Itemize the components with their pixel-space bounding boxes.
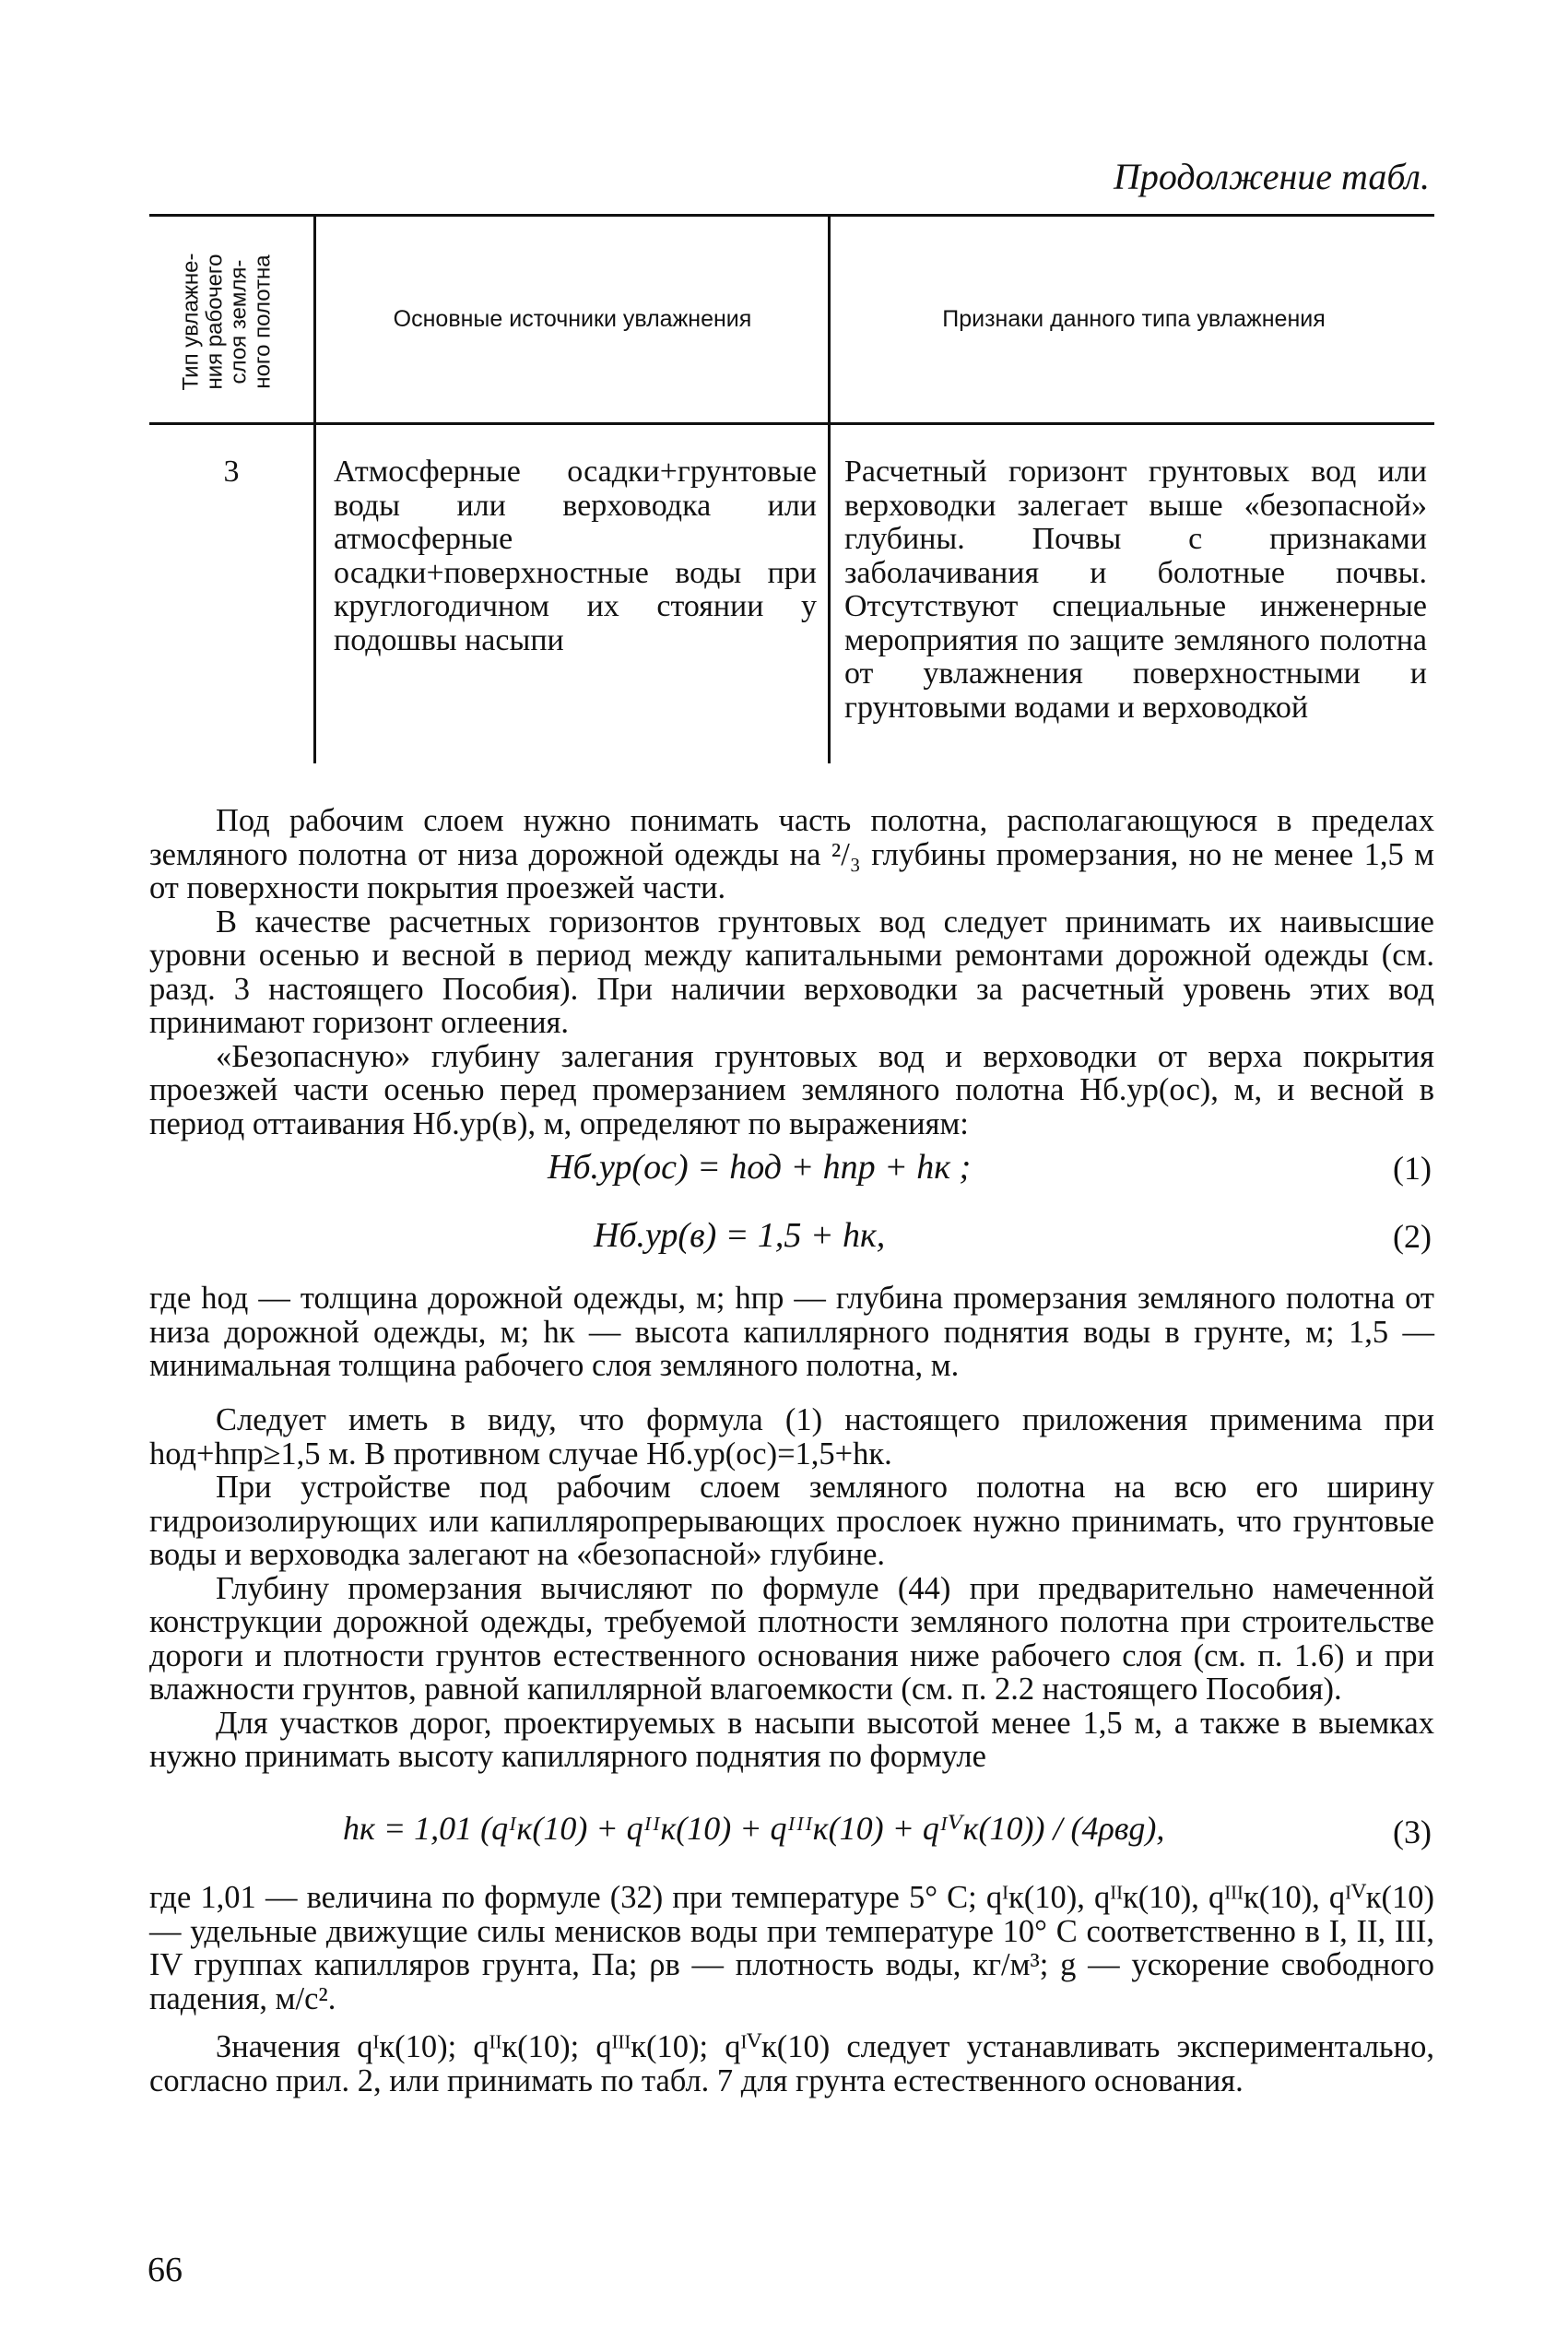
table-cell-signs: Расчетный горизонт грунтовых вод или верховодки залегает выше «безопасной» глубины. Почвы с признаками заболачивания и болотные почвы. Отсутствуют специальные инженерные мероприятия по защите земляного полотна от увлажнения поверхностными и грунтовыми водами и верховодкой xyxy=(844,455,1427,725)
paragraph: где 1,01 — величина по формуле (32) при температуре 5° С; qᴵк(10), qᴵᴵк(10), qᴵᴵᴵк(10), qᴵⱽк(10) — удельные движущие силы менисков воды при температуре 10° С соответственно в I, II, III, IV группах капилляров грунта, Па; ρв — плотность воды, кг/м³; g — ускорение свободного падения, м/с². xyxy=(149,1880,1434,2016)
formula-3: hк = 1,01 (qᴵк(10) + qᴵᴵк(10) + qᴵᴵᴵк(10) + qᴵⱽк(10)) / (4ρвg), xyxy=(343,1810,1165,1847)
moisture-type-table xyxy=(149,214,1434,763)
paragraph: Для участков дорог, проектируемых в насыпи высотой менее 1,5 м, а также в выемках нужно принимать высоту капиллярного поднятия по формуле xyxy=(149,1705,1434,1774)
paragraph: «Безопасную» глубину залегания грунтовых вод и верховодки от верха покрытия проезжей части осенью перед промерзанием земляного полотна Hб.ур(ос), м, и весной в период оттаивания Hб.ур(в), м, определяют по выражениям: xyxy=(149,1038,1434,1141)
paragraph: где hод — толщина дорожной одежды, м; hпр — глубина промерзания земляного полотна от низа дорожной одежды, м; hк — высота капиллярного поднятия воды в грунте, м; 1,5 — минимальная толщина рабочего слоя земляного полотна, м. xyxy=(149,1281,1434,1383)
text-block-3 xyxy=(149,1403,1434,1774)
table-header-type: Тип увлажне- ния рабочего слоя земля- ного полотна xyxy=(178,253,275,391)
page-number: 66 xyxy=(147,2251,183,2289)
table-column-divider xyxy=(828,214,831,763)
table-column-divider xyxy=(313,214,316,763)
paragraph: Под рабочим слоем нужно понимать часть полотна, располагающуюся в пределах земляного полотна от низа дорожной одежды на ²/₃ глубины промерзания, но не менее 1,5 м от поверхности покрытия проезжей части. xyxy=(149,803,1434,905)
formula-1: Hб.ур(ос) = hод + hпр + hк ; xyxy=(548,1148,972,1187)
table-top-rule xyxy=(149,214,1434,217)
formula-1-number: (1) xyxy=(1393,1150,1432,1187)
table-header-sources: Основные источники увлажнения xyxy=(393,306,752,332)
paragraph: Значения qᴵк(10); qᴵᴵк(10); qᴵᴵᴵк(10); qᴵⱽк(10) следует устанавливать экспериментально, согласно прил. 2, или принимать по табл. 7 для грунта естественного основания. xyxy=(149,2029,1434,2098)
paragraph: В качестве расчетных горизонтов грунтовых вод следует принимать их наивысшие уровни осенью и весной в период между капитальными ремонтами дорожной одежды (см. разд. 3 настоящего Пособия). При наличии верховодки за расчетный уровень этих вод принимают горизонт оглеения. xyxy=(149,904,1434,1040)
table-continuation-label: Продолжение табл. xyxy=(1113,156,1430,197)
paragraph: Глубину промерзания вычисляют по формуле (44) при предварительно намеченной конструкции дорожной одежды, требуемой плотности земляного полотна при строительстве дороги и плотности грунтов естественного основания ниже рабочего слоя (см. п. 1.6) и при влажности грунтов, равной капиллярной влагоемкости (см. п. 2.2 настоящего Пособия). xyxy=(149,1570,1434,1707)
formula-3-number: (3) xyxy=(1393,1814,1432,1850)
formula-2-number: (2) xyxy=(1393,1218,1432,1255)
text-block-5 xyxy=(149,2030,1434,2098)
table-header-signs: Признаки данного типа увлажнения xyxy=(942,306,1326,332)
paragraph: Следует иметь в виду, что формула (1) настоящего приложения применима при hод+hпр≥1,5 м. В противном случае Hб.ур(ос)=1,5+hк. xyxy=(149,1402,1434,1471)
table-cell-sources: Атмосферные осадки+грунтовые воды или верховодка или атмосферные осадки+поверхностные воды при круглогодичном их стоянии у подошвы насыпи xyxy=(334,455,817,657)
table-cell-type: 3 xyxy=(223,455,240,489)
text-block-2 xyxy=(149,1282,1434,1383)
table-header-rule xyxy=(149,422,1434,425)
paragraph: При устройстве под рабочим слоем земляного полотна на всю его ширину гидроизолирующих или капилляропрерывающих прослоек нужно принимать, что грунтовые воды и верховодка залегают на «безопасной» глубине. xyxy=(149,1470,1434,1572)
text-block-1 xyxy=(149,804,1434,1140)
formula-2: Hб.ур(в) = 1,5 + hк, xyxy=(594,1216,886,1255)
text-block-4 xyxy=(149,1881,1434,2015)
